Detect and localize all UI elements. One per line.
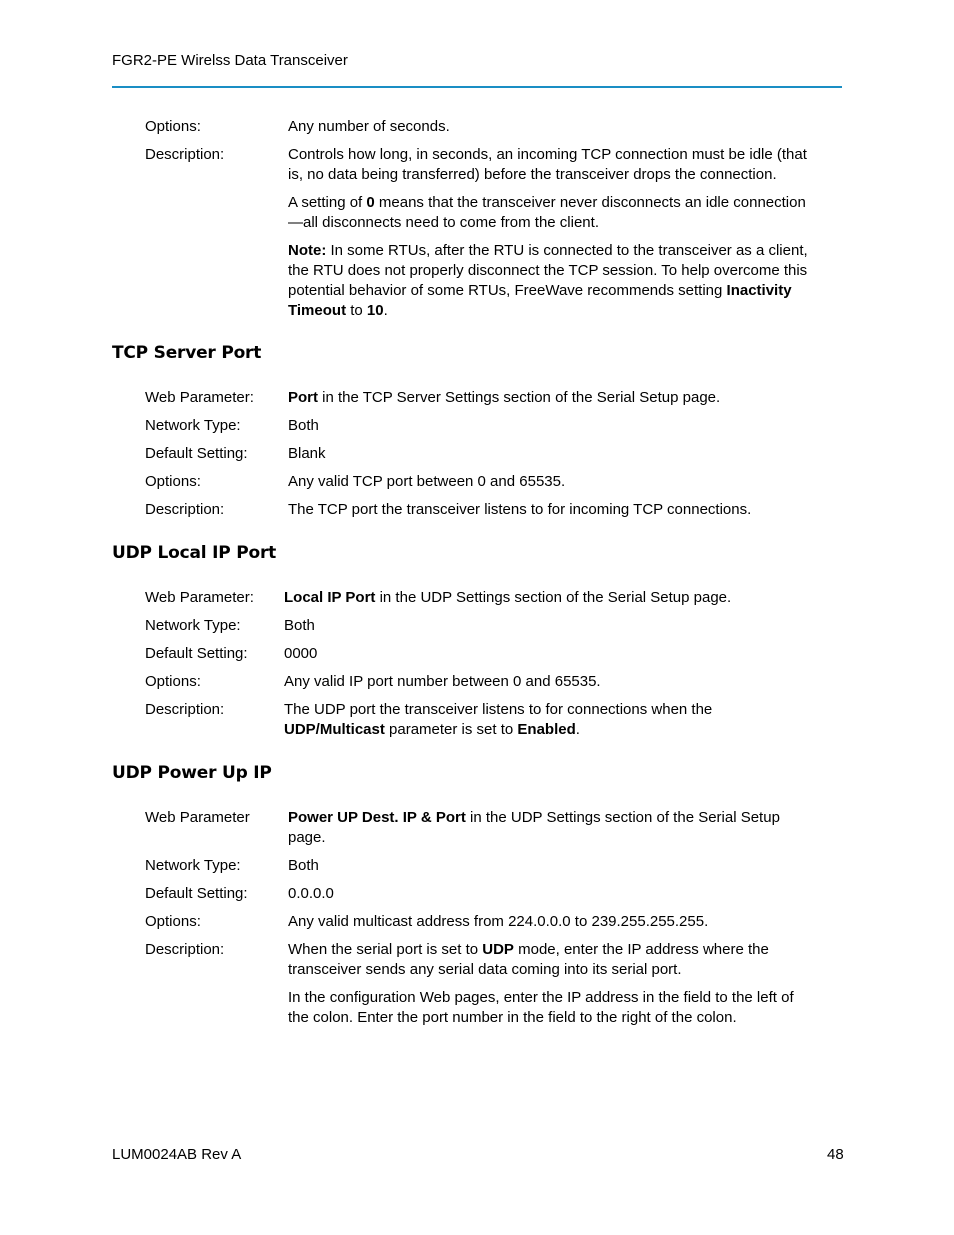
network-type-value: Both xyxy=(288,857,319,874)
web-param-label: Web Parameter xyxy=(145,809,250,826)
default-setting-label: Default Setting: xyxy=(145,645,248,662)
section-title-udp-power-up-ip: UDP Power Up IP xyxy=(112,763,272,783)
footer-doc-id: LUM0024AB Rev A xyxy=(112,1146,242,1163)
description-paragraph-2: In the configuration Web pages, enter the IP address in the field to the left of the colon. Enter the port number in the field to the right of the colon. xyxy=(288,989,794,1026)
options-label: Options: xyxy=(145,118,201,135)
network-type-value: Both xyxy=(284,617,315,634)
web-param-label: Web Parameter: xyxy=(145,589,254,606)
description-label: Description: xyxy=(145,146,225,163)
description-value: The UDP port the transceiver listens to for connections when the UDP/Multicast parameter is set to Enabled. xyxy=(284,701,713,738)
section-title-tcp-server-port: TCP Server Port xyxy=(112,343,262,363)
description-paragraph-2: A setting of 0 means that the transceiver never disconnects an idle connection—all disconnects need to come from the client. xyxy=(288,194,806,231)
web-param-value: Power UP Dest. IP & Port in the UDP Settings section of the Serial Setup page. xyxy=(288,809,780,846)
options-value: Any valid TCP port between 0 and 65535. xyxy=(288,473,566,490)
network-type-label: Network Type: xyxy=(145,417,241,434)
description-paragraph-1: Controls how long, in seconds, an incoming TCP connection must be idle (that is, no data being transferred) before the transceiver drops the connection. xyxy=(288,146,807,183)
default-setting-value: 0000 xyxy=(284,645,318,662)
options-value: Any number of seconds. xyxy=(288,118,450,135)
description-paragraph-1: When the serial port is set to UDP mode, enter the IP address where the transceiver sends any serial data coming into its serial port. xyxy=(288,941,769,978)
footer-page-number: 48 xyxy=(827,1146,844,1163)
default-setting-value: 0.0.0.0 xyxy=(288,885,334,902)
options-label: Options: xyxy=(145,673,201,690)
section-title-udp-local-ip-port: UDP Local IP Port xyxy=(112,543,277,563)
default-setting-value: Blank xyxy=(288,445,326,462)
options-value: Any valid IP port number between 0 and 65535. xyxy=(284,673,601,690)
options-value: Any valid multicast address from 224.0.0.0 to 239.255.255.255. xyxy=(288,913,709,930)
network-type-label: Network Type: xyxy=(145,857,241,874)
default-setting-label: Default Setting: xyxy=(145,885,248,902)
network-type-label: Network Type: xyxy=(145,617,241,634)
description-label: Description: xyxy=(145,701,225,718)
page-header-title: FGR2-PE Wirelss Data Transceiver xyxy=(112,52,348,69)
web-param-label: Web Parameter: xyxy=(145,389,254,406)
header-rule xyxy=(112,86,842,88)
description-label: Description: xyxy=(145,501,225,518)
network-type-value: Both xyxy=(288,417,319,434)
default-setting-label: Default Setting: xyxy=(145,445,248,462)
options-label: Options: xyxy=(145,913,201,930)
description-label: Description: xyxy=(145,941,225,958)
web-param-value: Local IP Port in the UDP Settings section of the Serial Setup page. xyxy=(284,589,732,606)
web-param-value: Port in the TCP Server Settings section of the Serial Setup page. xyxy=(288,389,721,406)
options-label: Options: xyxy=(145,473,201,490)
description-note: Note: In some RTUs, after the RTU is connected to the transceiver as a client, the RTU does not properly disconnect the TCP session. To help overcome this potential behavior of some RTUs, FreeWave recommends setting Inactivity Timeout to 10. xyxy=(288,242,808,319)
description-value: The TCP port the transceiver listens to for incoming TCP connections. xyxy=(288,501,752,518)
